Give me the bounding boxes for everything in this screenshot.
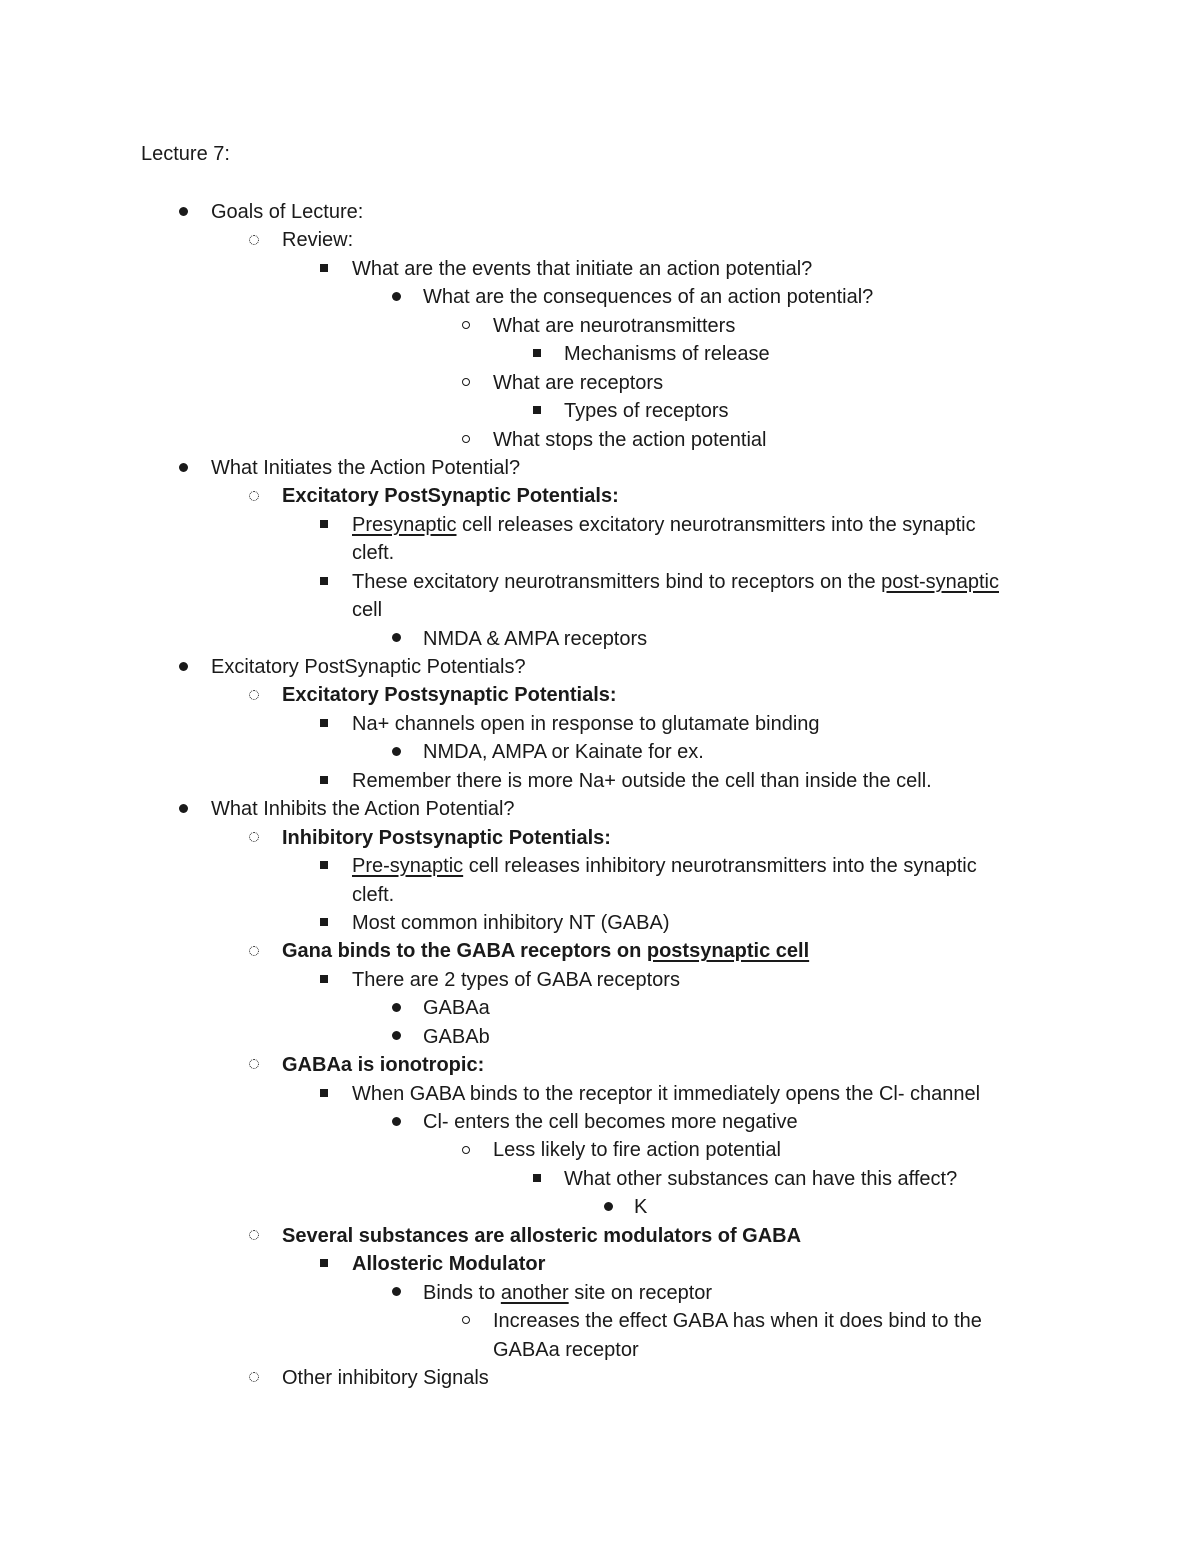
lecture-outline (0, 198, 1200, 1392)
outline-item (0, 397, 1200, 425)
outline-item (0, 255, 1200, 283)
outline-item (0, 1080, 1200, 1108)
square-bullet-icon (527, 397, 547, 425)
dotted-circle-bullet-icon (244, 824, 264, 852)
outline-item (0, 369, 1200, 397)
outline-item (0, 226, 1200, 254)
outline-item-text (352, 966, 680, 994)
square-bullet-icon (314, 511, 334, 539)
outline-item-text (564, 1165, 957, 1193)
text-run: NMDA & AMPA receptors (423, 627, 648, 650)
outline-item (0, 653, 1200, 681)
outline-item (0, 596, 1200, 624)
dotted-circle-bullet-icon (244, 1364, 264, 1392)
dotted-circle-bullet-icon (244, 937, 264, 965)
outline-item-text (282, 937, 809, 965)
text-run: cell releases inhibitory neurotransmitters into the synaptic (463, 855, 977, 878)
outline-item-text (352, 596, 382, 624)
outline-item-text (423, 994, 490, 1022)
outline-item-text (352, 909, 670, 937)
underlined-text: Presynaptic (352, 513, 457, 536)
bold-text: Gana binds to the GABA receptors on (282, 940, 647, 963)
square-bullet-icon (314, 710, 334, 738)
hollow-circle-bullet-icon (456, 312, 476, 340)
bold-text: Excitatory PostSynaptic Potentials: (282, 485, 619, 508)
text-run: What stops the action potential (493, 428, 767, 451)
outline-item-text (352, 511, 976, 539)
outline-item (0, 881, 1200, 909)
outline-item (0, 852, 1200, 880)
outline-item (0, 966, 1200, 994)
outline-item (0, 1165, 1200, 1193)
outline-item-text (211, 454, 520, 482)
text-run: GABAb (423, 1025, 490, 1048)
outline-item-text (493, 1336, 639, 1364)
outline-item-text (282, 226, 353, 254)
square-bullet-icon (314, 255, 334, 283)
outline-item-text (493, 1136, 781, 1164)
dotted-circle-bullet-icon (244, 482, 264, 510)
filled-circle-bullet-icon (173, 795, 193, 823)
bold-text: Several substances are allosteric modulators of GABA (282, 1224, 802, 1247)
outline-item-text (634, 1193, 647, 1221)
square-bullet-icon (314, 909, 334, 937)
text-run: GABAa receptor (493, 1338, 639, 1361)
outline-item (0, 1364, 1200, 1392)
bold-text: Inhibitory Postsynaptic Potentials: (282, 826, 611, 849)
text-run: Na+ channels open in response to glutamate binding (352, 712, 820, 735)
outline-item (0, 994, 1200, 1022)
outline-item-text (282, 482, 619, 510)
outline-item-text (423, 1108, 798, 1136)
text-run: cell releases excitatory neurotransmitters into the synaptic (456, 513, 976, 536)
hollow-circle-bullet-icon (456, 1136, 476, 1164)
outline-item (0, 1307, 1200, 1335)
outline-item-text (282, 1222, 801, 1250)
outline-item-text (493, 312, 735, 340)
outline-item-text (423, 738, 704, 766)
outline-item-text (282, 1364, 489, 1392)
outline-item-text (211, 795, 515, 823)
outline-item-text (493, 369, 663, 397)
outline-item (0, 511, 1200, 539)
square-bullet-icon (314, 568, 334, 596)
square-bullet-icon (314, 966, 334, 994)
outline-item-text (352, 767, 932, 795)
outline-item (0, 340, 1200, 368)
outline-item-text (282, 681, 617, 709)
hollow-circle-bullet-icon (456, 1307, 476, 1335)
text-run: cell (352, 599, 383, 622)
hollow-circle-bullet-icon (456, 426, 476, 454)
text-run: Binds to (423, 1281, 501, 1304)
outline-item-text (352, 852, 977, 880)
square-bullet-icon (527, 1165, 547, 1193)
bold-text: Excitatory Postsynaptic Potentials: (282, 684, 617, 707)
text-run: What other substances can have this affect? (564, 1167, 958, 1190)
text-run: There are 2 types of GABA receptors (352, 968, 680, 991)
outline-item-text (352, 710, 820, 738)
outline-item (0, 1023, 1200, 1051)
square-bullet-icon (314, 1250, 334, 1278)
text-run: cleft. (352, 883, 395, 906)
filled-circle-bullet-icon (386, 738, 406, 766)
text-run: What are the events that initiate an action potential? (352, 257, 813, 280)
outline-item-text (423, 1023, 490, 1051)
outline-item (0, 738, 1200, 766)
underlined-text: another (500, 1281, 569, 1304)
text-run: Less likely to fire action potential (493, 1139, 781, 1162)
text-run: Review: (282, 229, 354, 252)
outline-item (0, 1250, 1200, 1278)
underlined-text: postsynaptic cell (646, 940, 810, 963)
text-run: Excitatory PostSynaptic Potentials? (211, 656, 526, 678)
outline-item (0, 1193, 1200, 1221)
filled-circle-bullet-icon (386, 283, 406, 311)
text-run: What are receptors (493, 371, 664, 394)
outline-item-text (352, 255, 812, 283)
text-run: Mechanisms of release (564, 343, 770, 366)
bold-text: Allosteric Modulator (352, 1253, 546, 1276)
outline-item (0, 454, 1200, 482)
outline-item-text (423, 1279, 712, 1307)
text-run: K (634, 1196, 648, 1219)
text-run: These excitatory neurotransmitters bind to receptors on the (352, 570, 882, 593)
outline-item (0, 710, 1200, 738)
underlined-text: post-synaptic (881, 570, 999, 593)
filled-circle-bullet-icon (173, 198, 193, 226)
text-run: Other inhibitory Signals (282, 1366, 489, 1389)
square-bullet-icon (527, 340, 547, 368)
outline-item-text (493, 1307, 982, 1335)
outline-item (0, 909, 1200, 937)
text-run: What are neurotransmitters (493, 314, 736, 337)
dotted-circle-bullet-icon (244, 226, 264, 254)
outline-item (0, 767, 1200, 795)
outline-item (0, 625, 1200, 653)
text-run: Goals of Lecture: (211, 201, 364, 223)
text-run: site on receptor (568, 1281, 713, 1304)
outline-item (0, 1279, 1200, 1307)
outline-item (0, 1222, 1200, 1250)
outline-item-text (423, 283, 873, 311)
outline-item-text (423, 625, 647, 653)
text-run: What Inhibits the Action Potential? (211, 798, 515, 821)
filled-circle-bullet-icon (598, 1193, 618, 1221)
square-bullet-icon (314, 767, 334, 795)
text-run: Types of receptors (564, 400, 729, 423)
text-run: GABAa (423, 997, 490, 1020)
outline-item (0, 824, 1200, 852)
outline-item (0, 1136, 1200, 1164)
outline-item (0, 482, 1200, 510)
dotted-circle-bullet-icon (244, 681, 264, 709)
hollow-circle-bullet-icon (456, 369, 476, 397)
outline-item (0, 426, 1200, 454)
outline-item-text (211, 653, 526, 681)
filled-circle-bullet-icon (386, 1108, 406, 1136)
outline-item-text (352, 539, 394, 567)
dotted-circle-bullet-icon (244, 1051, 264, 1079)
outline-item-text (211, 198, 363, 226)
outline-item (0, 539, 1200, 567)
outline-item (0, 283, 1200, 311)
outline-item (0, 795, 1200, 823)
text-run: When GABA binds to the receptor it immediately opens the Cl- channel (352, 1082, 981, 1105)
outline-item-text (282, 1051, 484, 1079)
outline-item-text (352, 568, 999, 596)
outline-item-text (352, 881, 394, 909)
square-bullet-icon (314, 852, 334, 880)
dotted-circle-bullet-icon (244, 1222, 264, 1250)
text-run: NMDA, AMPA or Kainate for ex. (423, 741, 704, 764)
filled-circle-bullet-icon (386, 1279, 406, 1307)
page-title: Lecture 7: (141, 143, 230, 165)
bold-text: GABAa is ionotropic: (282, 1054, 485, 1077)
outline-item (0, 1108, 1200, 1136)
filled-circle-bullet-icon (173, 454, 193, 482)
filled-circle-bullet-icon (386, 1023, 406, 1051)
text-run: What are the consequences of an action potential? (423, 286, 874, 309)
filled-circle-bullet-icon (386, 625, 406, 653)
outline-item-text (282, 824, 611, 852)
text-run: cleft. (352, 542, 395, 565)
outline-item-text (352, 1080, 980, 1108)
outline-item (0, 1051, 1200, 1079)
text-run: Increases the effect GABA has when it does bind to the (493, 1310, 982, 1333)
filled-circle-bullet-icon (173, 653, 193, 681)
text-run: Most common inhibitory NT (GABA) (352, 911, 670, 934)
filled-circle-bullet-icon (386, 994, 406, 1022)
underlined-text: Pre-synaptic (352, 855, 464, 878)
outline-item-text (564, 340, 770, 368)
outline-item (0, 937, 1200, 965)
outline-item-text (564, 397, 729, 425)
outline-item (0, 1336, 1200, 1364)
square-bullet-icon (314, 1080, 334, 1108)
outline-item-text (352, 1250, 545, 1278)
text-run: What Initiates the Action Potential? (211, 456, 521, 479)
outline-item (0, 568, 1200, 596)
outline-item-text (493, 426, 767, 454)
outline-item (0, 312, 1200, 340)
text-run: Cl- enters the cell becomes more negative (423, 1111, 798, 1133)
outline-item (0, 198, 1200, 226)
text-run: Remember there is more Na+ outside the cell than inside the cell. (352, 769, 932, 792)
outline-item (0, 681, 1200, 709)
